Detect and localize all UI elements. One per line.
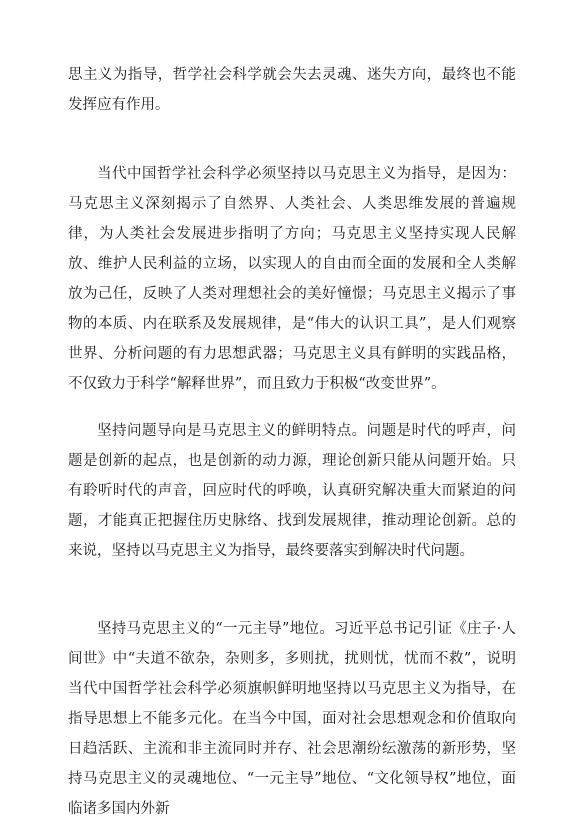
paragraph-marxism-guidance: 当代中国哲学社会科学必须坚持以马克思主义为指导，是因为：马克思主义深刻揭示了自然界、人类社会、人类思维发展的普遍规律，为人类社会发展进步指明了方向；马克思主义坚持实现人民解放、维护人民利益的立场，以实现人的自由而全面的发展和全人类解放为己任，反映了人类对理想社会的美好憧憬；马克思主义揭示了事物的本质、内在联系及发展规律，是“伟大的认识工具”，是人们观察世界、分析问题的有力思想武器；马克思主义具有鲜明的实践品格，不仅致力于科学“解释世界”，而且致力于积极“改变世界”。 — [68, 166, 516, 392]
paragraph-continuation: 思主义为指导，哲学社会科学就会失去灵魂、迷失方向，最终也不能发挥应有作用。 — [68, 67, 516, 113]
paragraph-unitary-leadership: 坚持马克思主义的“一元主导”地位。习近平总书记引证《庄子·人间世》中“夫道不欲杂，杂则多，多则扰，扰则忧，忧而不救”，说明当代中国哲学社会科学必须旗帜鲜明地坚持以马克思主义为指导，在指导思想上不能多元化。在当今中国，面对社会思想观念和价值取向日趋活跃、主流和非主流同时并存、社会思潮纷纭激荡的新形势，坚持马克思主义的灵魂地位、“一元主导”地位、“文化领导权”地位，面临诸多国内外新 — [68, 621, 516, 817]
paragraph-problem-orientation: 坚持问题导向是马克思主义的鲜明特点。问题是时代的呼声，问题是创新的起点，也是创新的动力源，理论创新只能从问题开始。只有聆听时代的声音，回应时代的呼唤，认真研究解决重大而紧迫的问题，才能真正把握住历史脉络、找到发展规律，推动理论创新。总的来说，坚持以马克思主义为指导，最终要落实到解决时代问题。 — [68, 423, 516, 559]
